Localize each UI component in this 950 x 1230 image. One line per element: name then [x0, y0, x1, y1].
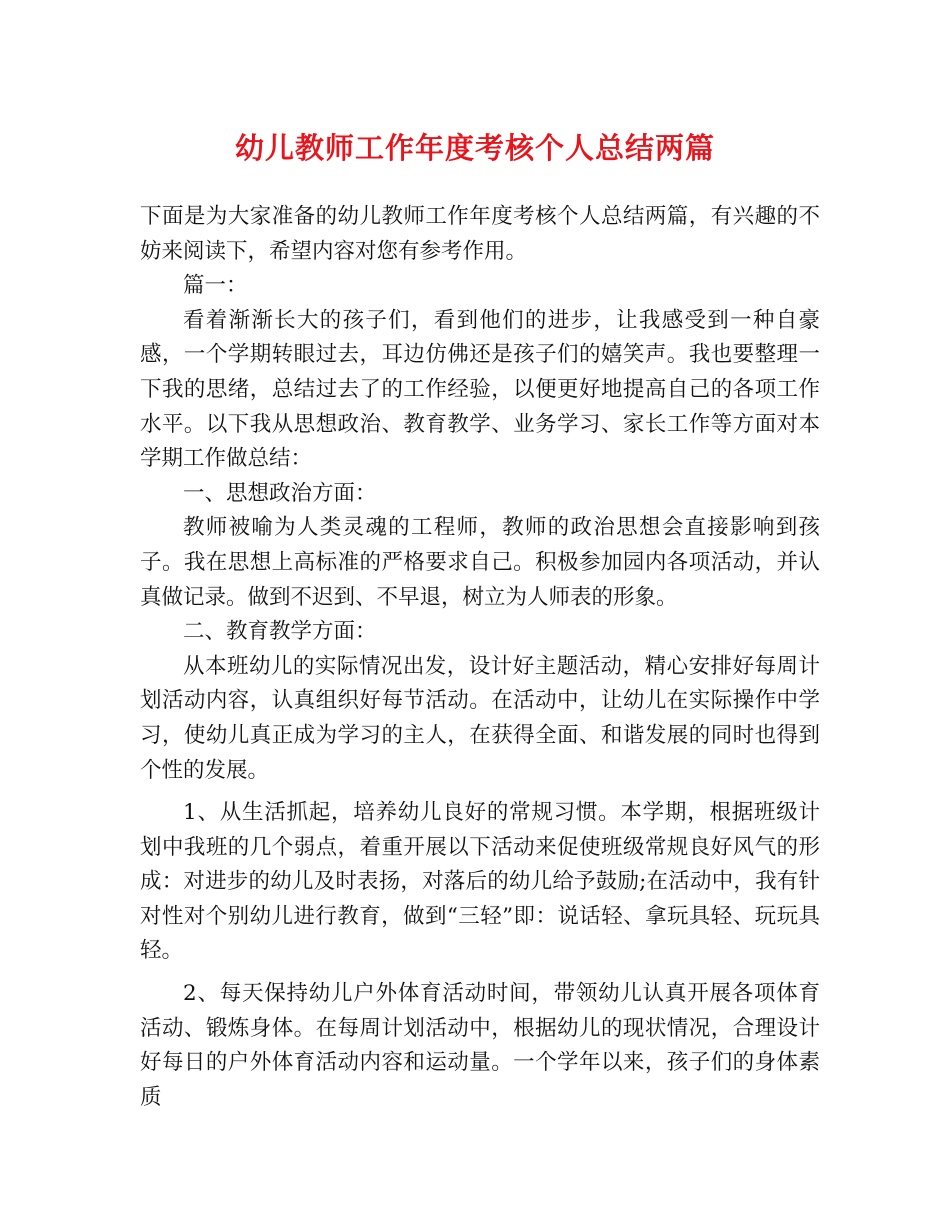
paragraph-intro: 下面是为大家准备的幼儿教师工作年度考核个人总结两篇，有兴趣的不妨来阅读下，希望内容对您有参考作用。: [140, 204, 820, 264]
paragraph-heading: 二、教育教学方面：: [183, 619, 377, 645]
document-title: 幼儿教师工作年度考核个人总结两篇: [234, 131, 715, 165]
document-body: [140, 200, 820, 1115]
paragraph: 从本班幼儿的实际情况出发，设计好主题活动，精心安排好每周计划活动内容，认真组织好每节活动。在活动中，让幼儿在实际操作中学习，使幼儿真正成为学习的主人，在获得全面、和谐发展的同时也得到个性的发展。: [140, 653, 820, 783]
paragraph-section-label: 篇一：: [183, 273, 248, 299]
paragraph: 教师被喻为人类灵魂的工程师，教师的政治思想会直接影响到孩子。我在思想上高标准的严格要求自己。积极参加园内各项活动，并认真做记录。做到不迟到、不早退，树立为人师表的形象。: [140, 515, 820, 610]
paragraph: 看着渐渐长大的孩子们，看到他们的进步，让我感受到一种自豪感，一个学期转眼过去，耳边仿佛还是孩子们的嬉笑声。我也要整理一下我的思绪，总结过去了的工作经验，以便更好地提高自己的各项工作水平。以下我从思想政治、教育教学、业务学习、家长工作等方面对本学期工作做总结：: [140, 307, 820, 472]
paragraph: 1、从生活抓起，培养幼儿良好的常规习惯。本学期，根据班级计划中我班的几个弱点，着重开展以下活动来促使班级常规良好风气的形成：对进步的幼儿及时表扬，对落后的幼儿给予鼓励;在活动中，我有针对性对个别幼儿进行教育，做到“三轻”即：说话轻、拿玩具轻、玩玩具轻。: [140, 800, 820, 964]
paragraph: 2、每天保持幼儿户外体育活动时间，带领幼儿认真开展各项体育活动、锻炼身体。在每周计划活动中，根据幼儿的现状情况，合理设计好每日的户外体育活动内容和运动量。一个学年以来，孩子们的身体素质: [140, 981, 820, 1110]
paragraph-heading: 一、思想政治方面：: [183, 480, 377, 506]
